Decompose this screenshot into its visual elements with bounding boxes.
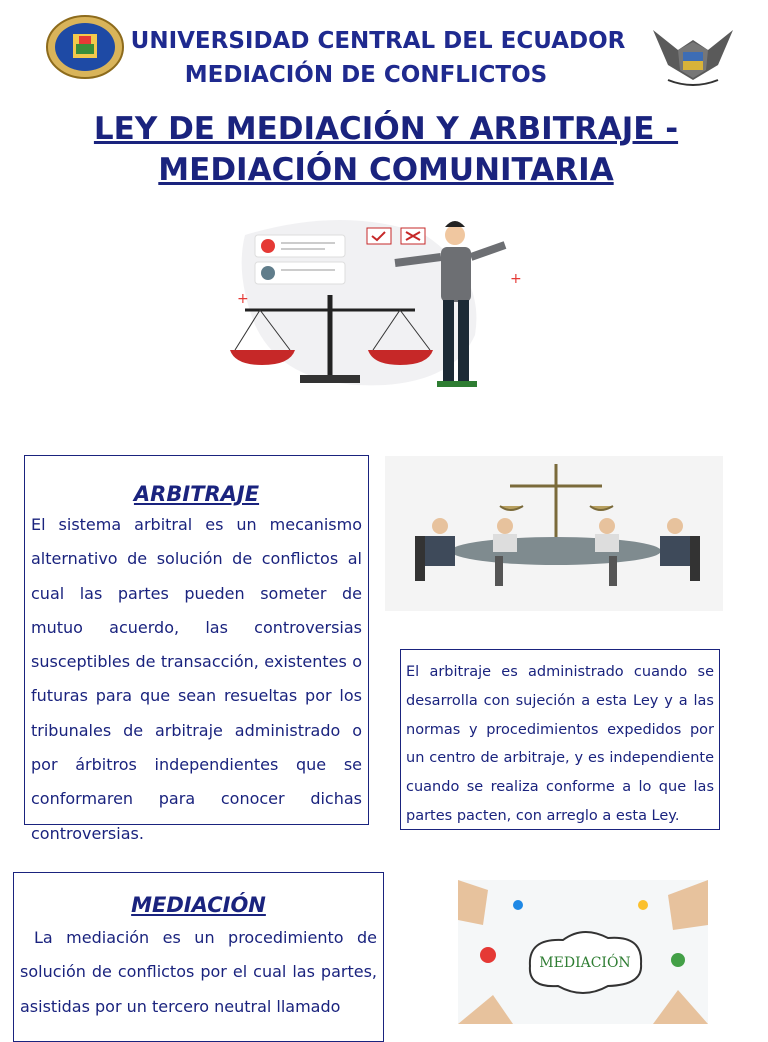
hero-illustration [225, 215, 535, 395]
hands-collaboration-icon [458, 880, 708, 1024]
arbitraje-box [24, 455, 369, 843]
arbitration-meeting-illustration [385, 456, 723, 611]
arbitraje-heading: ARBITRAJE [133, 482, 260, 506]
page-title-line2: MEDIACIÓN COMUNITARIA [158, 152, 614, 188]
justice-scale-presenter-icon [225, 215, 535, 395]
mediacion-image [458, 880, 708, 1024]
svg-text:+: + [510, 271, 522, 287]
mediacion-heading: MEDIACIÓN [131, 893, 266, 917]
page-title-line1: LEY DE MEDIACIÓN Y ARBITRAJE - [93, 111, 679, 147]
course-name: MEDIACIÓN DE CONFLICTOS [184, 62, 548, 88]
arbitraje-note-box [400, 649, 720, 830]
arbitraje-note-text: El arbitraje es administrado cuando se desarrolla con sujeción a esta Ley y a las normas y procedimientos expedidos por un centro de arbitraje, y es independiente cuando se realiza conforme a lo que las partes pacten, con arreglo a esta Ley. [406, 664, 714, 824]
mediacion-definition: La mediación es un procedimiento de solución de conflictos por el cual las partes, asistidas por un tercero neutral llamado [20, 928, 377, 1016]
meeting-scale-icon [385, 456, 723, 611]
svg-text:+: + [237, 291, 249, 307]
university-name: UNIVERSIDAD CENTRAL DEL ECUADOR [130, 28, 626, 54]
mediacion-box [13, 872, 384, 1042]
mediacion-image-label: MEDIACIÓN [539, 955, 631, 971]
arbitraje-definition: El sistema arbitral es un mecanismo alternativo de solución de conflictos al cual las partes pueden someter de mutuo acuerdo, las controversias susceptibles de transacción, existentes o futuras para que sean resueltas por los tribunales de arbitraje administrado o por árbitros independientes que se conformaren para conocer dichas controversias. [31, 515, 362, 843]
